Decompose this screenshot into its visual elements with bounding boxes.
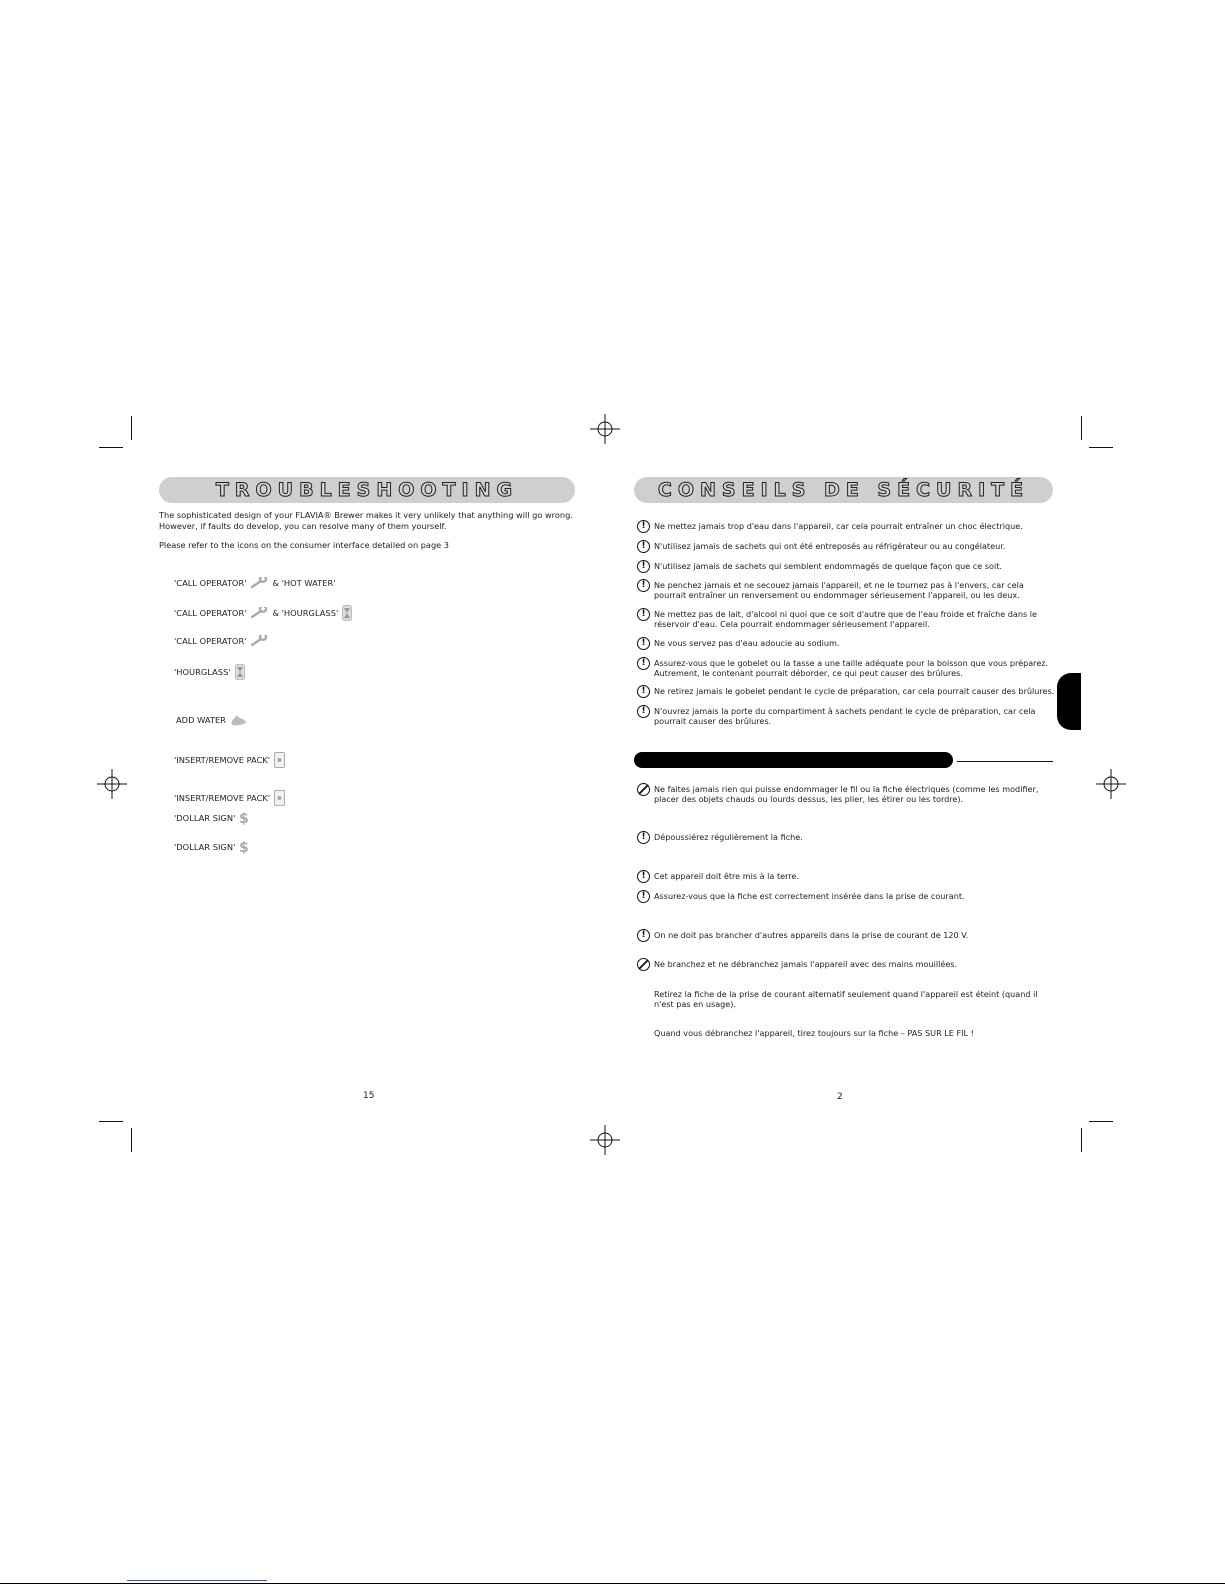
trouble-label: 'DOLLAR SIGN' [174,813,236,823]
warning-icon: ! [637,540,650,553]
trouble-item [174,635,269,647]
warning-item [637,891,1057,903]
crop-mark [1089,1121,1113,1122]
bottom-rule [0,1583,1225,1584]
trouble-item [176,713,247,726]
warning-item [637,686,1057,698]
securite-header [634,477,1053,503]
warning-text: Assurez-vous que la fiche est correctement insérée dans la prise de courant. [654,891,965,901]
warning-item [637,871,1057,883]
trouble-item [174,752,285,768]
wrench-icon [251,635,269,647]
trouble-item [174,577,336,589]
svg-text:$: $ [239,840,250,854]
intro-line: The sophisticated design of your FLAVIA® Brewer makes it very unlikely that anything will go wrong. [159,510,573,520]
prohibited-item [637,784,1057,804]
warning-text: N'ouvrez jamais la porte du compartiment à sachets pendant le cycle de préparation, car cela pourrait causer des brûlures. [654,706,1036,726]
prohibited-icon [637,783,650,796]
trouble-label: 'CALL OPERATOR' [174,636,247,646]
warning-icon: ! [637,705,650,718]
registration-mark-icon [1096,769,1126,799]
warning-icon: ! [637,637,650,650]
note-paragraph: Retirez la fiche de la prise de courant alternatif seulement quand l'appareil est éteint (quand il n'est pas en usage). [654,989,1038,1009]
trouble-label: 'CALL OPERATOR' [174,608,247,618]
warning-item [637,580,1057,600]
link-underline [127,1580,267,1581]
section-rule [957,761,1053,762]
warning-item [637,930,1057,942]
dollar-icon [239,811,249,825]
warning-item [637,658,1057,678]
registration-mark-icon [590,1125,620,1155]
prohibited-text: Ne branchez et ne débranchez jamais l'appareil avec des mains mouillées. [654,959,958,969]
warning-text: Cet appareil doit être mis à la terre. [654,871,799,881]
hourglass-icon [235,664,245,680]
trouble-label: 'INSERT/REMOVE PACK' [174,755,271,765]
trouble-join: & 'HOURGLASS' [272,608,339,618]
registration-mark-icon [590,414,620,444]
warning-text: Ne mettez jamais trop d'eau dans l'appareil, car cela pourrait entraîner un choc électrique. [654,521,1023,531]
warning-text: Ne vous servez pas d'eau adoucie au sodium. [654,638,840,648]
page-title: TROUBLESHOOTING [215,479,519,501]
warning-icon: ! [637,870,650,883]
trouble-item [174,811,249,825]
crop-mark [131,1128,132,1152]
warning-icon: ! [637,890,650,903]
intro-line: However, if faults do develop, you can resolve many of them yourself. [159,521,447,531]
warning-icon: ! [637,657,650,670]
warning-icon: ! [637,520,650,533]
crop-mark [131,416,132,440]
warning-item [637,706,1057,726]
wrench-icon [251,607,269,619]
warning-text: N'utilisez jamais de sachets qui ont été entreposés au réfrigérateur ou au congélateur. [654,541,1006,551]
warning-icon: ! [637,579,650,592]
warning-text: On ne doit pas brancher d'autres appareils dans la prise de courant de 120 V. [654,930,969,940]
hourglass-icon [342,605,352,621]
page-number: 2 [837,1092,843,1102]
dollar-icon [239,840,249,854]
pack-icon [274,752,285,768]
trouble-label: 'CALL OPERATOR' [174,578,247,588]
wrench-icon [251,577,269,589]
trouble-label: 'INSERT/REMOVE PACK' [174,793,271,803]
warning-text: Ne penchez jamais et ne secouez jamais l'appareil, et ne le tournez pas à l'envers, car cela pourrait entraîner un renversement ou endommager sérieusement l'appareil, ou les deux. [654,580,1024,600]
trouble-item [174,605,352,621]
page-title: CONSEILS DE SÉCURITÉ [657,479,1030,501]
warning-item [637,638,1057,650]
warning-text: Ne retirez jamais le gobelet pendant le cycle de préparation, car cela pourrait causer des brûlures. [654,686,1055,696]
warning-text: Dépoussiérez régulièrement la fiche. [654,832,803,842]
troubleshooting-header [159,477,575,503]
warning-text: N'utilisez jamais de sachets qui semblent endommagés de quelque façon que ce soit. [654,561,1002,571]
intro-paragraph [159,510,579,532]
trouble-item [174,790,285,806]
warning-icon: ! [637,560,650,573]
prohibited-icon [637,958,650,971]
warning-icon: ! [637,685,650,698]
warning-text: Ne mettez pas de lait, d'alcool ni quoi que ce soit d'autre que de l'eau froide et fraîche dans le réservoir d'eau. Cela pourrait endommager sérieusement l'appareil. [654,609,1038,629]
trouble-item [174,664,245,680]
trouble-label: 'HOURGLASS' [174,667,231,677]
trouble-join: & 'HOT WATER' [272,578,336,588]
section-bar [634,752,953,768]
warning-item [637,541,1057,553]
svg-text:$: $ [239,811,250,825]
warning-item [637,609,1057,629]
trouble-item [174,840,249,854]
trouble-label: 'DOLLAR SIGN' [174,842,236,852]
registration-mark-icon [97,769,127,799]
crop-mark [99,447,123,448]
pack-icon [274,790,285,806]
warning-icon: ! [637,608,650,621]
crop-mark [99,1121,123,1122]
crop-mark [1081,416,1082,440]
trouble-label: ADD WATER [176,714,226,725]
warning-item [637,521,1057,533]
warning-item [637,832,1057,844]
note-paragraph: Quand vous débranchez l'appareil, tirez toujours sur la fiche – PAS SUR LE FIL ! [654,1028,974,1038]
warning-text: Assurez-vous que le gobelet ou la tasse a une taille adéquate pour la boisson que vous préparez. Autrement, le contenant pourrait déborder, ce qui peut causer des brûlures. [654,658,1049,678]
crop-mark [1089,447,1113,448]
warning-icon: ! [637,929,650,942]
water-drop-icon [230,713,247,726]
language-tab [1057,673,1081,730]
refer-line: Please refer to the icons on the consumer interface detailed on page 3 [159,540,449,550]
warning-icon: ! [637,831,650,844]
prohibited-item [637,959,1057,971]
page-number: 15 [363,1091,375,1101]
prohibited-text: Ne faites jamais rien qui puisse endommager le fil ou la fiche électriques (comme les modifier, placer des objets chauds ou lourds dessus, les plier, les étirer ou les tordre). [654,784,1039,804]
warning-item [637,561,1057,573]
crop-mark [1081,1128,1082,1152]
